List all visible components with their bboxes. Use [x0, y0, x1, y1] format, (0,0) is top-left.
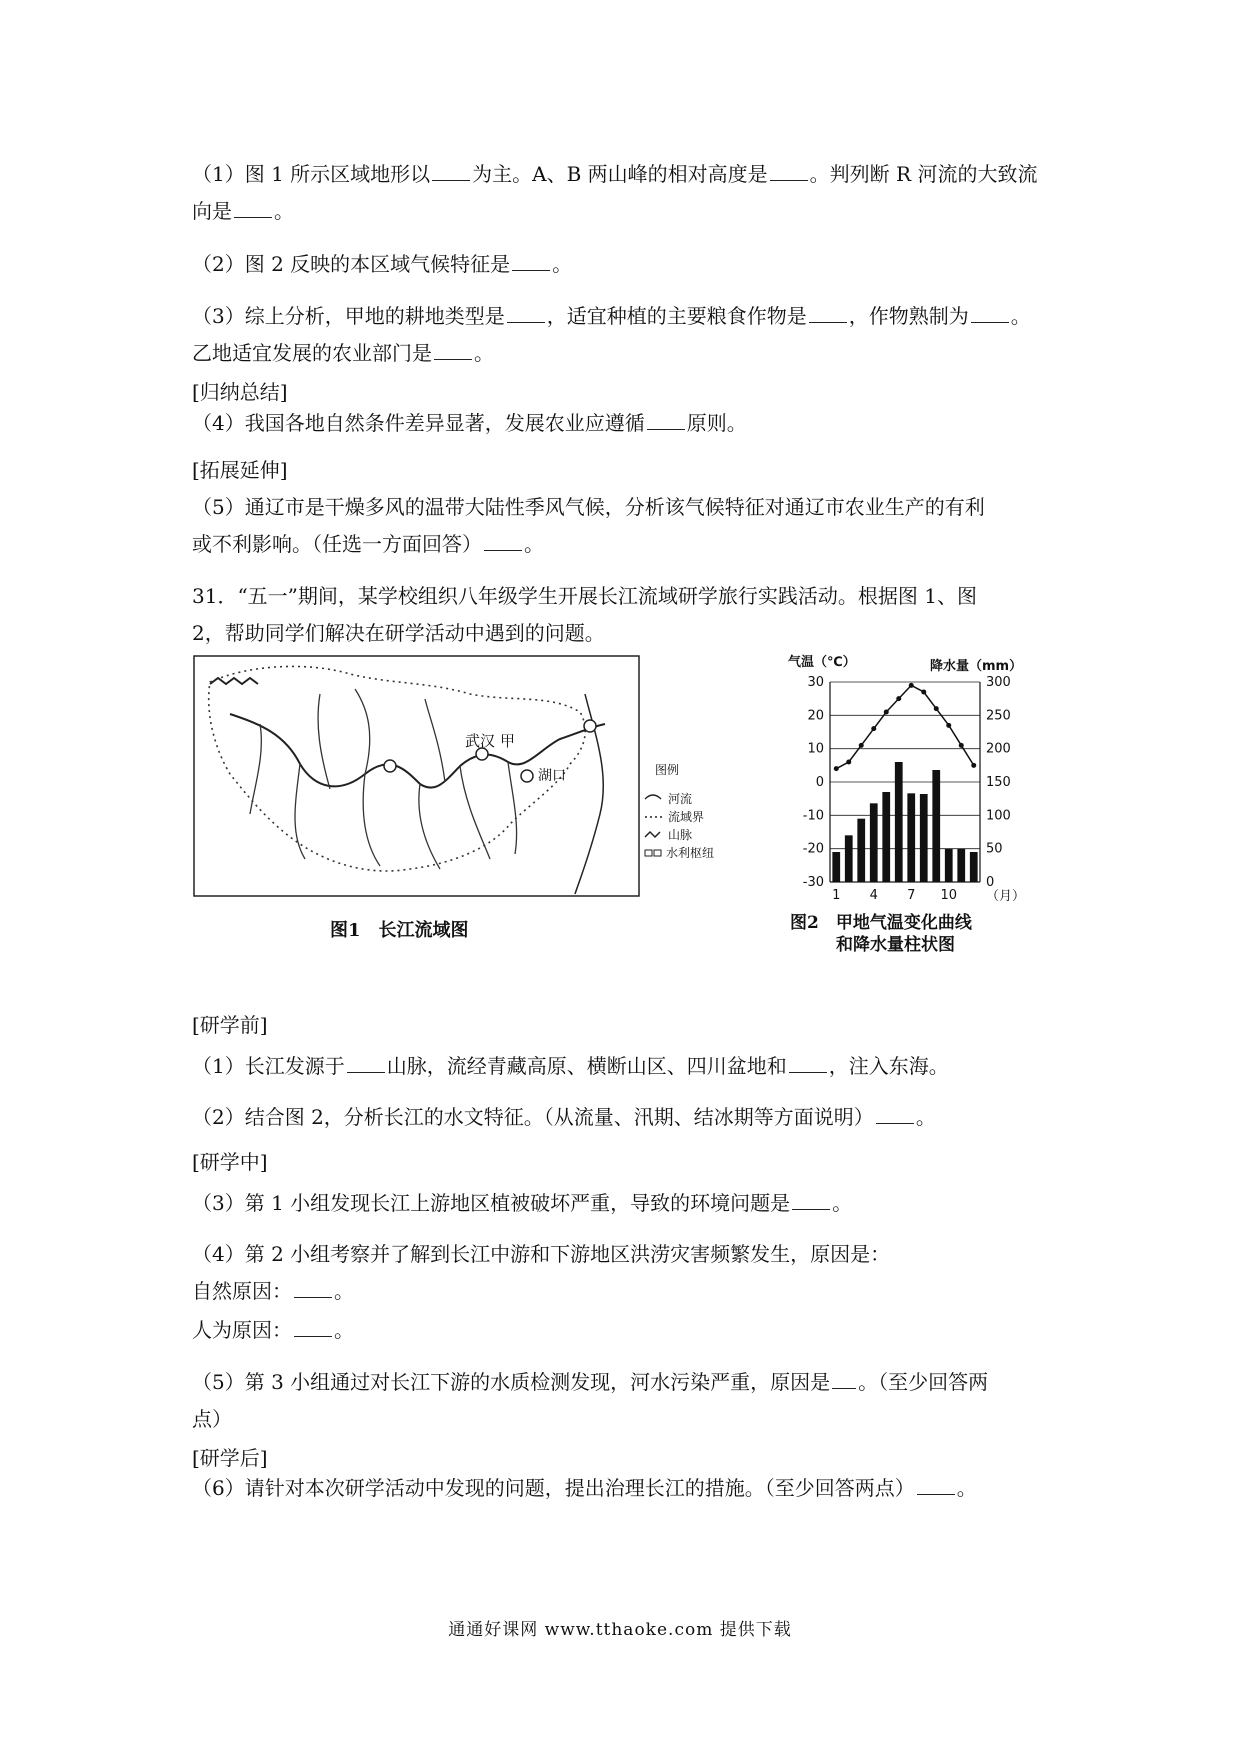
answer-blank[interactable]: [876, 1105, 914, 1124]
section-heading-summary: [归纳总结]: [192, 380, 288, 404]
answer-blank[interactable]: [647, 411, 685, 430]
q30-part1-line2: [192, 197, 1062, 225]
y1-tick-label: 20: [807, 708, 824, 724]
y1-tick-label: 30: [807, 675, 824, 690]
precipitation-bar: [932, 770, 940, 882]
y1-tick-labels: [803, 675, 824, 890]
text: （5）第 3 小组通过对长江下游的水质检测发现，河水污染严重，原因是: [192, 1370, 831, 1394]
y1-axis-label: 气温（℃）: [788, 655, 856, 670]
q31-part5-line2: 点）: [192, 1407, 232, 1431]
legend-item-boundary: 流域界: [668, 810, 705, 824]
answer-blank[interactable]: [294, 1279, 332, 1298]
temperature-point: [946, 723, 951, 728]
temperature-point: [834, 766, 839, 771]
y2-tick-label: 300: [986, 675, 1011, 690]
precipitation-bar: [920, 794, 928, 882]
text: 人为原因：: [192, 1318, 292, 1342]
x-tick-label: 1: [832, 888, 841, 903]
tributary: [295, 764, 305, 859]
answer-blank[interactable]: [832, 1370, 856, 1389]
q31-part4-human: [192, 1316, 1062, 1344]
y1-tick-label: -30: [802, 875, 824, 890]
legend-item-mountain: 山脉: [668, 828, 693, 842]
page-footer: 通通好课网 www.tthaoke.com 提供下载: [448, 1620, 792, 1640]
q31-intro-line2: 2，帮助同学们解决在研学活动中遇到的问题。: [192, 621, 605, 645]
text: ，适宜种植的主要粮食作物是: [546, 304, 807, 328]
mountain-symbol-icon: [645, 832, 660, 837]
temperature-point: [909, 683, 914, 688]
q30-part5-line1: （5）通辽市是干燥多风的温带大陆性季风气候，分析该气候特征对通辽市农业生产的有利: [192, 495, 985, 519]
text: 向是: [192, 199, 232, 223]
answer-blank[interactable]: [484, 532, 522, 551]
q31-part3: [192, 1189, 1062, 1217]
q31-part6: [192, 1474, 1062, 1502]
q31-part2: [192, 1103, 1062, 1131]
text: 。（至少回答两: [858, 1370, 989, 1394]
precipitation-bar: [870, 803, 878, 882]
mountain-range-icon: [210, 678, 258, 684]
climate-chart-svg: [780, 650, 1060, 960]
text: （6）请针对本次研学活动中发现的问题，提出治理长江的措施。（至少回答两点）: [192, 1476, 915, 1500]
q30-part5-line2: [192, 530, 1062, 558]
text: （2）图 2 反映的本区域气候特征是: [192, 252, 511, 276]
text: 或不利影响。（任选一方面回答）: [192, 532, 482, 556]
section-heading-after: [研学后]: [192, 1446, 268, 1470]
y1-tick-label: -20: [802, 841, 824, 857]
precipitation-bars: [832, 762, 977, 882]
figure-2-caption-line1: 图2 甲地气温变化曲线: [790, 913, 972, 933]
y1-tick-label: 0: [815, 775, 824, 790]
text: ，作物熟制为: [848, 304, 969, 328]
q31-part4: （4）第 2 小组考察并了解到长江中游和下游地区洪涝灾害频繁发生，原因是：: [192, 1242, 891, 1266]
text: 为主。A、B 两山峰的相对高度是: [472, 162, 768, 186]
temperature-point: [921, 690, 926, 695]
basin-boundary: [209, 666, 586, 871]
tributary: [363, 774, 380, 866]
text: 原则。: [686, 411, 747, 435]
figure-2-climate-chart: [780, 650, 1060, 960]
answer-blank[interactable]: [809, 304, 847, 323]
text: 。判列断 R 河流的大致流: [809, 162, 1038, 186]
y2-tick-labels: [986, 675, 1011, 890]
text: （4）我国各地自然条件差异显著，发展农业应遵循: [192, 411, 645, 435]
section-heading-during: [研学中]: [192, 1150, 268, 1174]
temperature-point: [871, 726, 876, 731]
answer-blank[interactable]: [294, 1318, 332, 1337]
q31-part4-natural: [192, 1277, 1062, 1305]
y2-tick-label: 50: [986, 841, 1003, 857]
precipitation-bar: [882, 792, 890, 882]
figure-1-caption: 图1 长江流域图: [330, 920, 469, 941]
answer-blank[interactable]: [917, 1476, 955, 1495]
y2-tick-label: 0: [986, 875, 995, 890]
text: 。: [524, 532, 544, 556]
legend-item-dam: 水利枢纽: [666, 846, 715, 860]
answer-blank[interactable]: [347, 1054, 385, 1073]
text: （2）结合图 2，分析长江的水文特征。（从流量、汛期、结冰期等方面说明）: [192, 1105, 874, 1129]
x-tick-label: 7: [907, 888, 916, 903]
map-legend: [645, 762, 714, 860]
temperature-point: [859, 743, 864, 748]
figure-1-map: [190, 654, 760, 954]
text: （1）长江发源于: [192, 1054, 345, 1078]
tributary: [425, 699, 445, 782]
precipitation-bar: [957, 849, 965, 882]
text: 。: [552, 252, 573, 276]
tributary: [508, 762, 517, 854]
section-heading-extend: [拓展延伸]: [192, 458, 288, 482]
city-marker: [384, 760, 396, 772]
temperature-point: [971, 763, 976, 768]
x-tick-label: 4: [869, 888, 878, 903]
text: 。: [274, 199, 294, 223]
q30-part2: [192, 250, 1062, 278]
text: （3）第 1 小组发现长江上游地区植被破坏严重，导致的环境问题是: [192, 1191, 791, 1215]
place-label-hukou: 湖口: [538, 768, 566, 784]
temperature-line: [836, 685, 974, 768]
temperature-point: [846, 760, 851, 765]
q30-part3-line1: [192, 302, 1062, 330]
text: 自然原因：: [192, 1279, 292, 1303]
river-symbol-icon: [645, 795, 661, 799]
q31-part5-line1: [192, 1368, 1062, 1396]
text: 。: [334, 1318, 354, 1342]
y2-tick-label: 100: [986, 808, 1011, 824]
q31-part1: [192, 1052, 1062, 1080]
temperature-curve: [834, 683, 977, 771]
yangtze-basin-map: [190, 654, 760, 954]
answer-blank[interactable]: [432, 162, 470, 181]
x-tick-label: 10: [940, 888, 958, 903]
answer-blank[interactable]: [434, 341, 472, 360]
figure-2-caption-line2: 和降水量柱状图: [836, 935, 955, 955]
y2-tick-label: 150: [986, 775, 1011, 790]
q30-part3-line2: [192, 339, 1062, 367]
answer-blank[interactable]: [789, 1054, 827, 1073]
place-label-jia: 甲: [500, 732, 516, 750]
q30-part4: [192, 409, 1062, 437]
tributary: [355, 689, 370, 774]
answer-blank[interactable]: [971, 304, 1009, 323]
precipitation-bar: [907, 793, 915, 882]
tributary: [318, 694, 330, 789]
y2-axis-label: 降水量（mm）: [930, 659, 1023, 674]
answer-blank[interactable]: [792, 1191, 830, 1210]
text: 。: [474, 341, 494, 365]
text: 乙地适宜发展的农业部门是: [192, 341, 432, 365]
answer-blank[interactable]: [234, 199, 272, 218]
map-frame: [194, 656, 639, 896]
text: 。: [1010, 304, 1031, 328]
answer-blank[interactable]: [770, 162, 808, 181]
text: 。: [832, 1191, 853, 1215]
text: （3）综上分析，甲地的耕地类型是: [192, 304, 505, 328]
temperature-point: [884, 710, 889, 715]
x-tick-labels: [832, 888, 957, 903]
precipitation-bar: [857, 819, 865, 882]
answer-blank[interactable]: [512, 252, 550, 271]
y1-tick-label: -10: [802, 808, 824, 824]
precipitation-bar: [845, 835, 853, 882]
dam-symbol-icon: [645, 850, 652, 856]
place-label-wuhan: 武汉: [465, 732, 496, 750]
temperature-point: [896, 696, 901, 701]
text: 山脉，流经青藏高原、横断山区、四川盆地和: [386, 1054, 787, 1078]
legend-title: 图例: [655, 763, 680, 777]
section-heading-before: [研学前]: [192, 1013, 268, 1037]
q31-intro-line1: 31．“五一”期间，某学校组织八年级学生开展长江流域研学旅行实践活动。根据图 1、图: [192, 584, 977, 608]
text: （1）图 1 所示区域地形以: [192, 162, 431, 186]
city-marker: [584, 720, 596, 732]
precipitation-bar: [970, 852, 978, 882]
precipitation-bar: [895, 762, 903, 882]
text: ，注入东海。: [828, 1054, 949, 1078]
temperature-point: [934, 706, 939, 711]
y1-tick-label: 10: [807, 741, 824, 757]
y2-tick-label: 200: [986, 741, 1011, 757]
x-axis-unit: （月）: [986, 889, 1026, 904]
precipitation-bar: [832, 852, 840, 882]
tributary: [419, 784, 440, 869]
answer-blank[interactable]: [507, 304, 545, 323]
text: 。: [915, 1105, 936, 1129]
legend-item-river: 河流: [668, 792, 693, 806]
text: 。: [956, 1476, 977, 1500]
y2-tick-label: 250: [986, 708, 1011, 724]
q30-part1-line1: [192, 160, 1062, 188]
city-marker: [521, 770, 533, 782]
temperature-point: [959, 743, 964, 748]
tributary: [460, 766, 490, 859]
precipitation-bar: [945, 849, 953, 882]
text: 。: [334, 1279, 354, 1303]
dam-symbol-icon: [654, 850, 661, 856]
